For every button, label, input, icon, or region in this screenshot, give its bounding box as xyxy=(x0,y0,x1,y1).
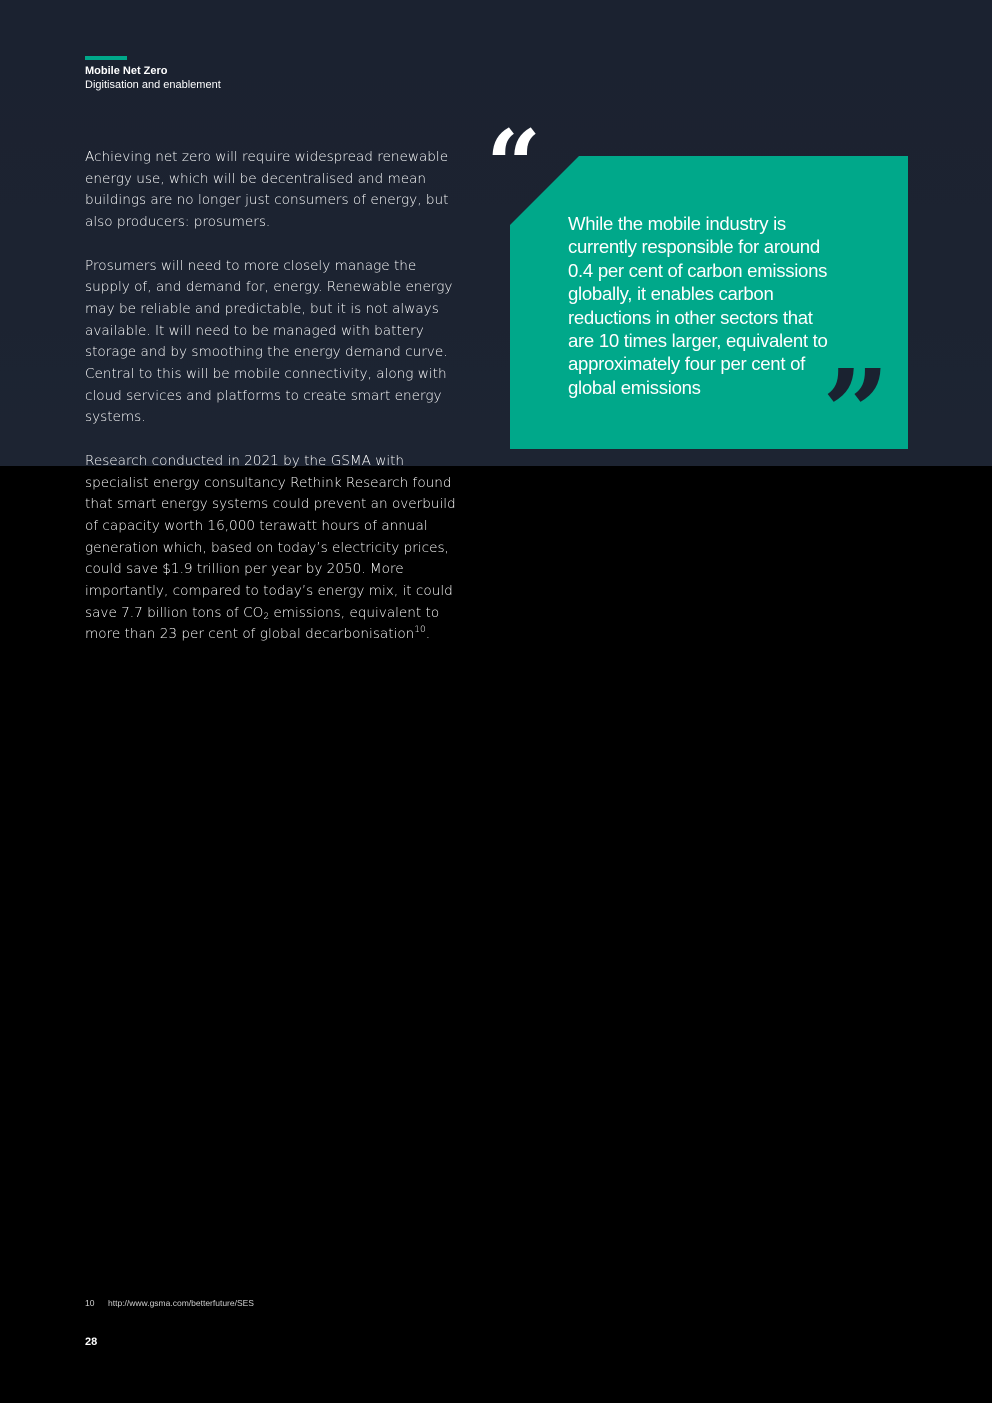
paragraph-3-text-b: emissions, equivalent to more than 23 per cent of global decarbonisation xyxy=(85,604,440,643)
co2-subscript: 2 xyxy=(263,611,270,622)
running-header-subtitle: Digitisation and enablement xyxy=(85,79,221,91)
paragraph-1: Achieving net zero will require widespread renewable energy use, which will be decentralised and mean buildings are no longer just consumers of energy, but also producers: prosumers. xyxy=(85,149,449,231)
footnote-link[interactable]: http://www.gsma.com/betterfuture/SES xyxy=(108,1298,254,1308)
footnote-number: 10 xyxy=(85,1298,95,1308)
paragraph-3 xyxy=(85,451,463,646)
accent-bar xyxy=(85,56,127,60)
paragraph-2: Prosumers will need to more closely manage the supply of, and demand for, energy. Renewable energy may be reliable and predictable, but it is not always available. It will need to be managed with battery storage and by smoothing the energy demand curve. Central to this will be mobile connectivity, along with cloud services and platforms to create smart energy systems. xyxy=(85,257,453,426)
paragraph-3-text-a: Research conducted in 2021 by the GSMA with specialist energy consultancy Rethink Research found that smart energy systems could prevent an overbuild of capacity worth 16,000 terawatt hours of annual generation which, based on today’s electricity prices, could save $1.9 trillion per year by 2050. More importantly, compared to today’s energy mix, it could save 7.7 billion tons of CO xyxy=(85,452,456,621)
open-quote-icon: “ xyxy=(486,109,542,222)
body-text-column xyxy=(85,147,463,668)
footnote-reference[interactable]: 10 xyxy=(414,625,426,636)
pull-quote-text: While the mobile industry is currently responsible for around 0.4 per cent of carbon emissions globally, it enables carbon reductions in other sectors that are 10 times larger, equivalent to approximately four per cent of global emissions xyxy=(568,213,828,398)
running-header-title: Mobile Net Zero xyxy=(85,65,168,77)
footnote xyxy=(85,1298,254,1308)
page-number: 28 xyxy=(85,1336,98,1348)
paragraph-3-end: . xyxy=(425,626,431,643)
close-quote-icon: ” xyxy=(822,343,890,482)
